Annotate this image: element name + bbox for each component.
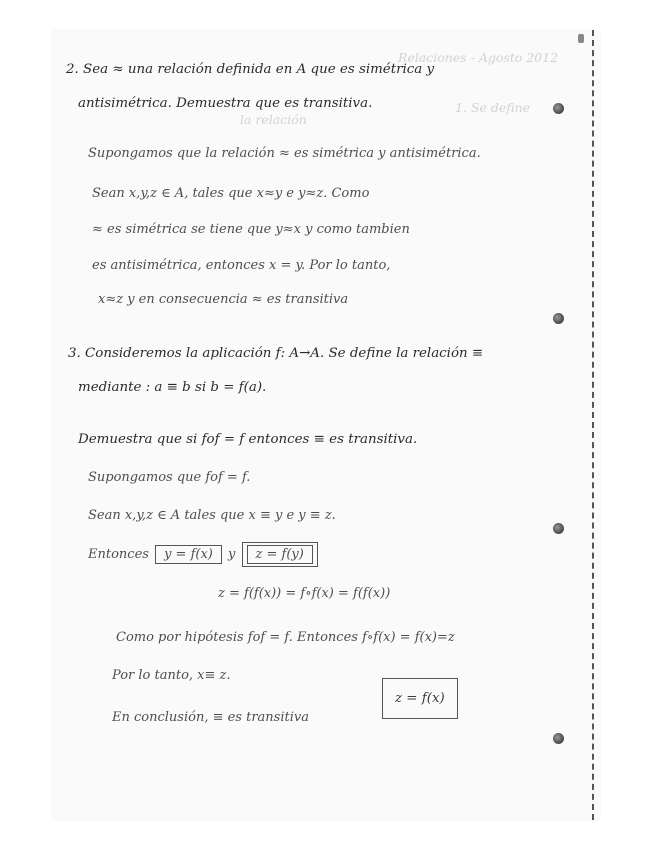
problem3-conclusion: En conclusión, ≡ es transitiva xyxy=(112,710,309,725)
bleed-through-header: Relaciones - Agosto 2012 xyxy=(398,50,559,65)
punch-hole xyxy=(553,523,564,534)
problem2-proof-line4: es antisimétrica, entonces x = y. Por lo tanto, xyxy=(92,258,391,273)
problem2-proof-line5: x≈z y en consecuencia ≈ es transitiva xyxy=(98,292,349,307)
problem3-proof-line3 xyxy=(88,542,320,567)
problem2-proof-line3: ≈ es simétrica se tiene que y≈x y como tambien xyxy=(92,222,410,237)
bleed-through-line: 1. Se define xyxy=(455,100,531,115)
boxed-equation-z: z = f(y) xyxy=(242,542,318,567)
problem2-proof-line1: Supongamos que la relación ≈ es simétrica y antisimétrica. xyxy=(88,146,481,161)
problem3-statement-line1: 3. Consideremos la aplicación f: A→A. Se define la relación ≡ xyxy=(68,346,484,361)
punch-hole xyxy=(553,103,564,114)
boxed-final-equation: z = f(x) xyxy=(382,678,458,719)
problem3-proof-line5: Como por hipótesis fof = f. Entonces f∘f(x) = f(x)=z xyxy=(116,630,455,645)
perforation-line xyxy=(592,30,594,820)
entonces-label: Entonces xyxy=(88,547,149,562)
problem2-statement-line2: antisimétrica. Demuestra que es transitiva. xyxy=(78,96,373,111)
punch-hole xyxy=(553,733,564,744)
problem3-proof-line4: z = f(f(x)) = f∘f(x) = f(f(x)) xyxy=(218,586,391,601)
problem2-statement-line1: 2. Sea ≈ una relación definida en A que es simétrica y xyxy=(66,62,435,77)
problem3-proof-line2: Sean x,y,z ∈ A tales que x ≡ y e y ≡ z. xyxy=(88,508,336,523)
problem2-proof-line2: Sean x,y,z ∈ A, tales que x≈y e y≈z. Como xyxy=(92,186,370,201)
connector-y: y xyxy=(228,547,236,562)
problem3-proof-line1: Supongamos que fof = f. xyxy=(88,470,251,485)
bleed-through-line: la relación xyxy=(240,112,307,127)
punch-hole xyxy=(553,313,564,324)
binder-clip xyxy=(578,34,584,43)
problem3-proof-line6: Por lo tanto, x≡ z. xyxy=(112,668,231,683)
problem3-statement-line2: mediante : a ≡ b si b = f(a). xyxy=(78,380,267,395)
boxed-equation-y: y = f(x) xyxy=(155,545,222,564)
problem3-statement-line3: Demuestra que si fof = f entonces ≡ es transitiva. xyxy=(78,432,418,447)
